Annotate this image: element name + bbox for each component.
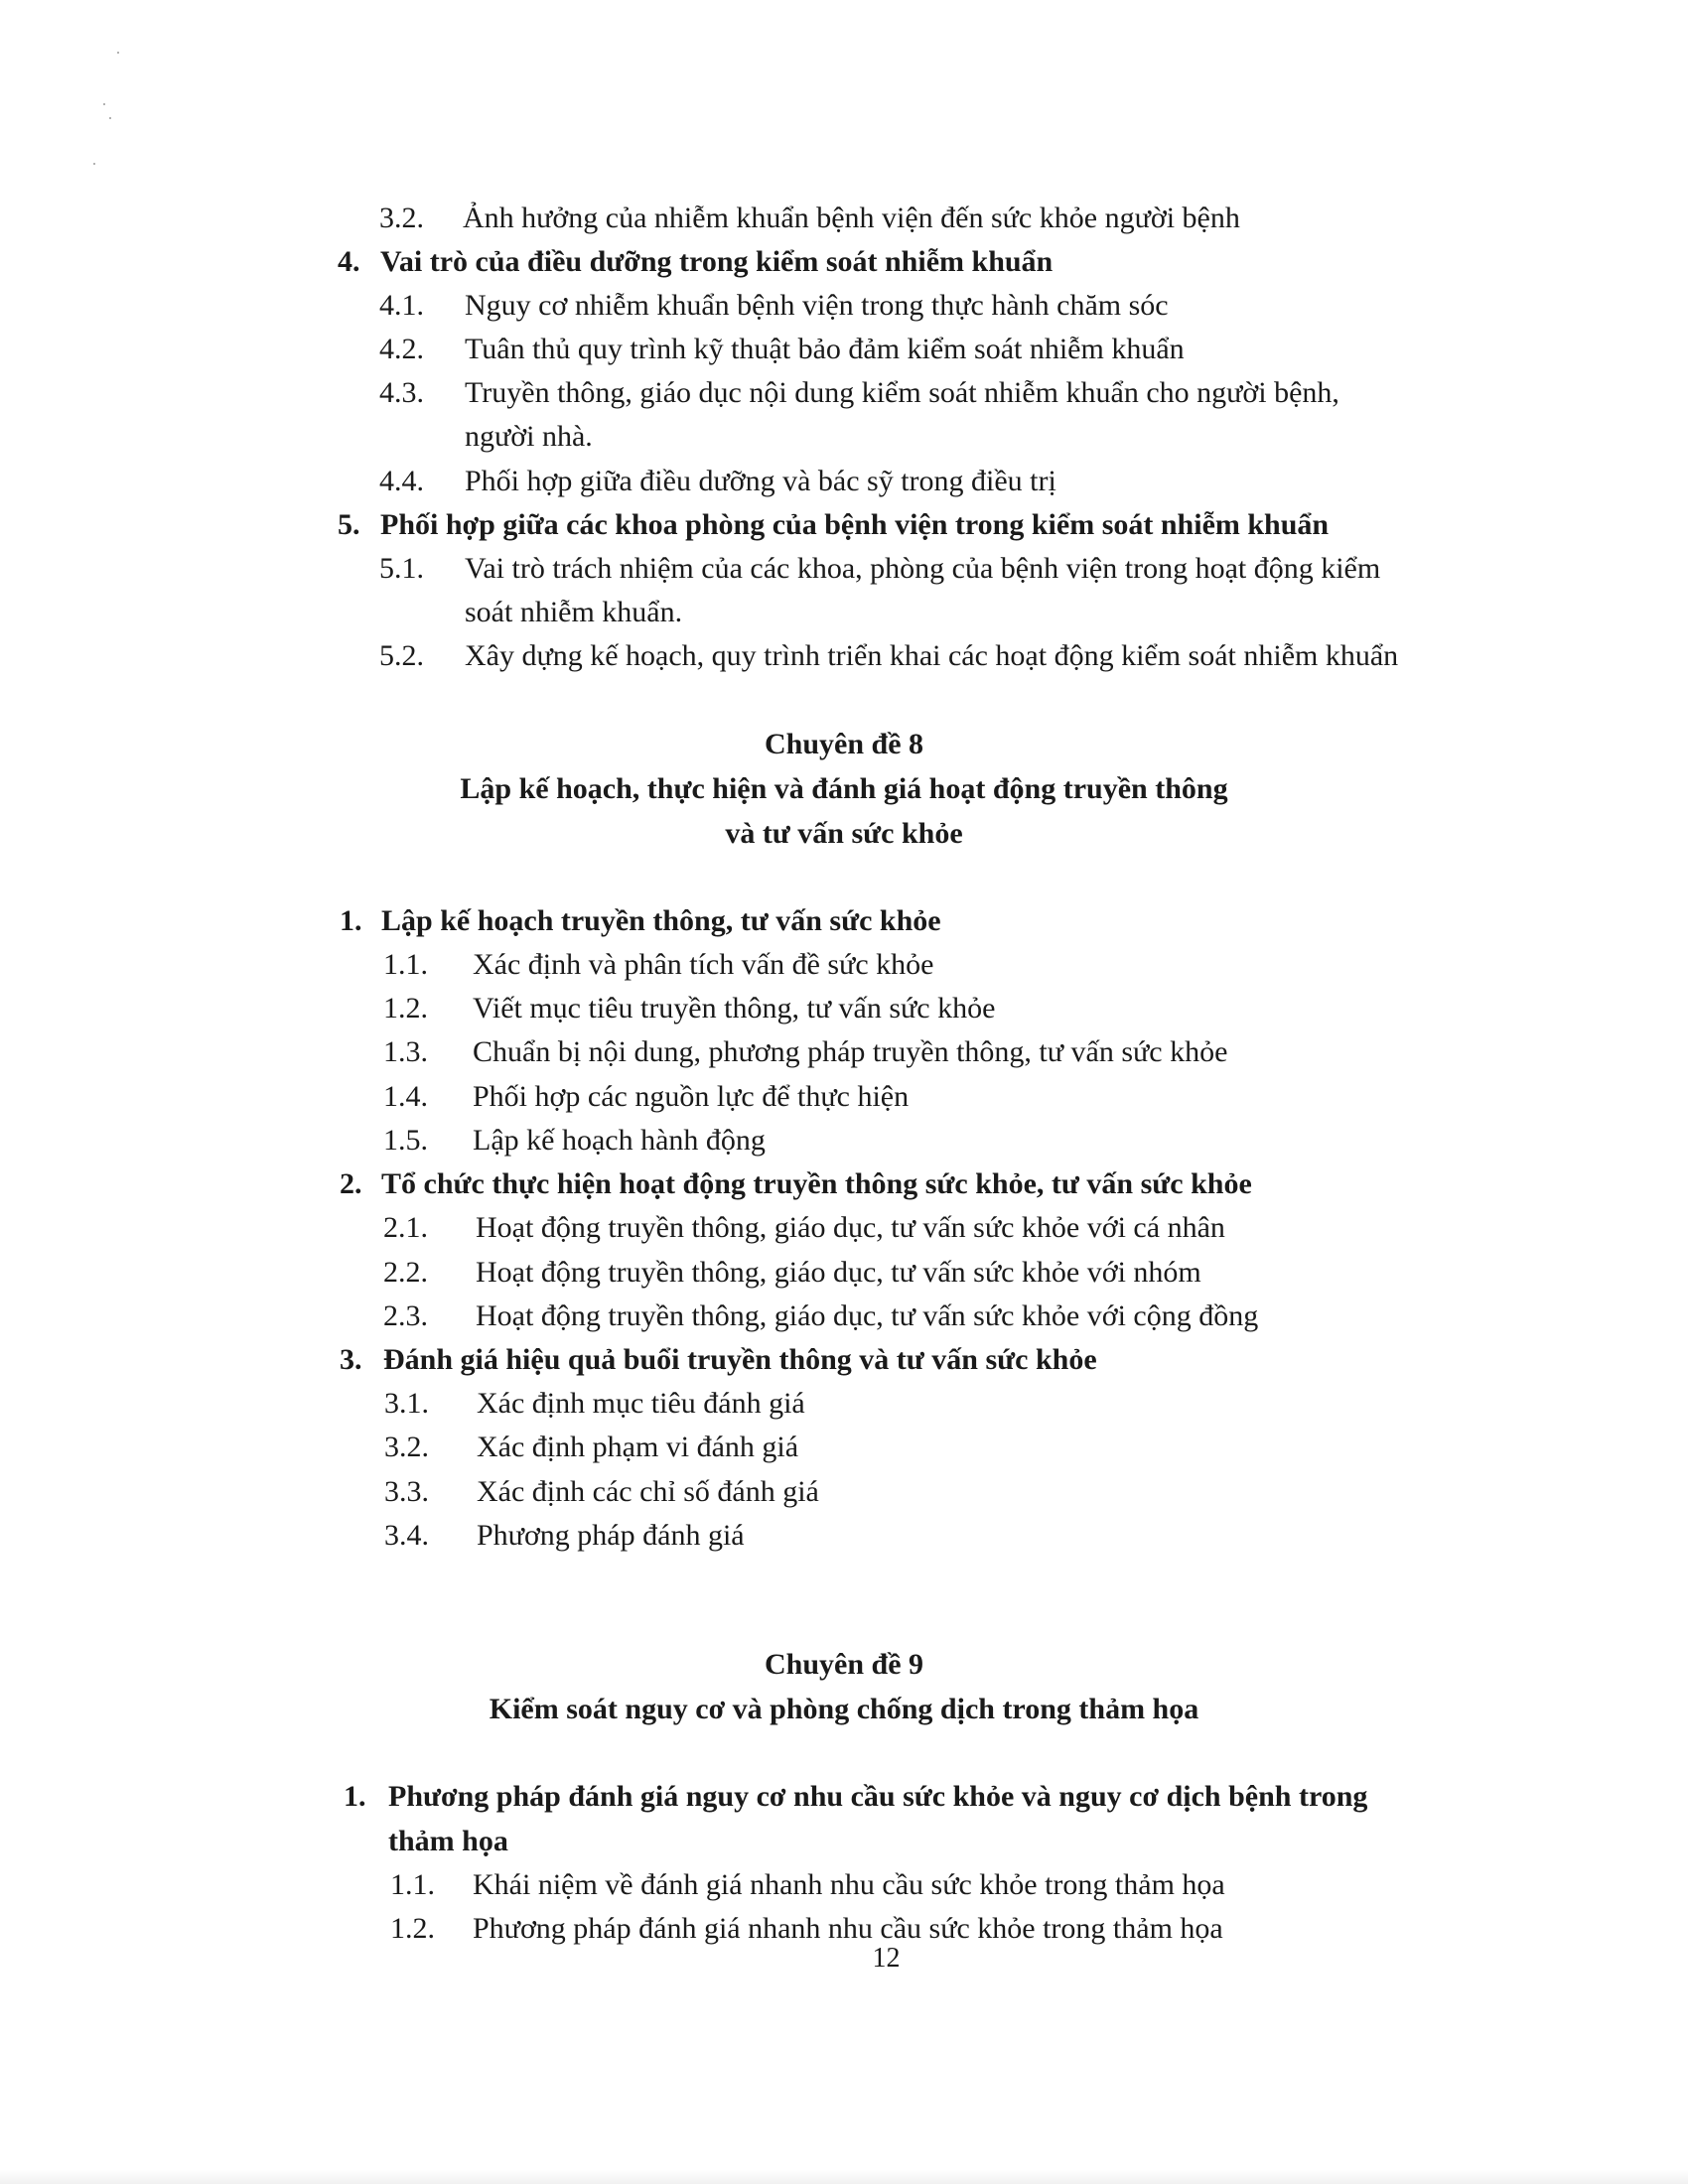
- item-text: Xây dựng kế hoạch, quy trình triển khai các hoạt động kiểm soát nhiễm khuẩn: [465, 639, 1399, 672]
- item-number: 1.1.: [383, 948, 428, 981]
- scan-speck: [93, 163, 95, 165]
- item-text: Phối hợp các nguồn lực để thực hiện: [473, 1080, 910, 1113]
- page-number: 12: [872, 1943, 901, 1974]
- topic-9-title-line-1: Kiểm soát nguy cơ và phòng chống dịch trong thảm họa: [489, 1693, 1199, 1725]
- list-item-5-1-continued: [465, 593, 682, 632]
- item-number: 3.1.: [384, 1387, 429, 1420]
- item-number: 3.3.: [384, 1475, 429, 1508]
- item-text: Hoạt động truyền thông, giáo dục, tư vấn sức khỏe với cá nhân: [476, 1211, 1225, 1244]
- item-text: Phương pháp đánh giá nhanh nhu cầu sức khỏe trong thảm họa: [473, 1912, 1223, 1945]
- scan-speck: [117, 52, 119, 54]
- item-text: Tuân thủ quy trình kỹ thuật bảo đảm kiểm soát nhiễm khuẩn: [465, 333, 1185, 365]
- section-title: Đánh giá hiệu quả buổi truyền thông và tư vấn sức khỏe: [383, 1343, 1097, 1376]
- section-number: 4.: [338, 245, 360, 278]
- topic-8-title-line-2: và tư vấn sức khỏe: [725, 817, 963, 850]
- topic-9-section-1-continued: [388, 1822, 508, 1861]
- item-number: 3.2.: [379, 202, 424, 234]
- item-text: Chuẩn bị nội dung, phương pháp truyền thông, tư vấn sức khỏe: [473, 1035, 1228, 1068]
- item-text: Phương pháp đánh giá: [477, 1519, 745, 1552]
- item-text: Phối hợp giữa điều dưỡng và bác sỹ trong điều trị: [465, 465, 1056, 497]
- item-number: 1.4.: [383, 1080, 428, 1113]
- section-number: 2.: [340, 1167, 362, 1200]
- item-number: 1.3.: [383, 1035, 428, 1068]
- item-text: Ảnh hưởng của nhiễm khuẩn bệnh viện đến sức khỏe người bệnh: [463, 202, 1240, 234]
- section-title: Tổ chức thực hiện hoạt động truyền thông sức khỏe, tư vấn sức khỏe: [381, 1167, 1252, 1200]
- topic-9-label: Chuyên đề 9: [764, 1648, 924, 1681]
- item-text: Truyền thông, giáo dục nội dung kiểm soát nhiễm khuẩn cho người bệnh,: [465, 376, 1339, 409]
- item-number: 4.4.: [379, 465, 424, 497]
- item-number: 1.2.: [390, 1912, 435, 1945]
- item-text-continued: soát nhiễm khuẩn.: [465, 596, 683, 628]
- item-text: Xác định mục tiêu đánh giá: [477, 1387, 805, 1420]
- scan-speck: [103, 103, 105, 105]
- list-item-4-3-continued: [465, 417, 593, 457]
- section-number: 3.: [340, 1343, 362, 1376]
- item-number: 5.1.: [379, 552, 424, 585]
- section-title-continued: thảm họa: [388, 1825, 508, 1857]
- section-title: Vai trò của điều dưỡng trong kiểm soát nhiễm khuẩn: [380, 245, 1054, 278]
- item-number: 4.1.: [379, 289, 424, 322]
- section-number: 1.: [344, 1780, 366, 1813]
- section-title: Lập kế hoạch truyền thông, tư vấn sức khỏe: [381, 904, 941, 937]
- item-number: 5.2.: [379, 639, 424, 672]
- item-text: Xác định phạm vi đánh giá: [477, 1431, 799, 1463]
- item-number: 2.3.: [383, 1299, 428, 1332]
- item-number: 4.2.: [379, 333, 424, 365]
- section-title: Phương pháp đánh giá nguy cơ nhu cầu sức khỏe và nguy cơ dịch bệnh trong: [388, 1780, 1368, 1813]
- item-text: Lập kế hoạch hành động: [473, 1124, 766, 1157]
- item-text: Khái niệm về đánh giá nhanh nhu cầu sức khỏe trong thảm họa: [473, 1868, 1225, 1901]
- item-text: Hoạt động truyền thông, giáo dục, tư vấn sức khỏe với cộng đồng: [476, 1299, 1259, 1332]
- item-number: 1.2.: [383, 992, 428, 1024]
- item-number: 4.3.: [379, 376, 424, 409]
- item-number: 3.2.: [384, 1431, 429, 1463]
- section-title: Phối hợp giữa các khoa phòng của bệnh viện trong kiểm soát nhiễm khuẩn: [380, 508, 1330, 541]
- item-text: Hoạt động truyền thông, giáo dục, tư vấn sức khỏe với nhóm: [476, 1256, 1201, 1289]
- topic-8-title-line-1: Lập kế hoạch, thực hiện và đánh giá hoạt động truyền thông: [460, 772, 1228, 805]
- scan-bottom-shade: [0, 2170, 1688, 2184]
- item-number: 2.2.: [383, 1256, 428, 1289]
- item-text: Xác định các chỉ số đánh giá: [477, 1475, 819, 1508]
- item-text: Viết mục tiêu truyền thông, tư vấn sức khỏe: [473, 992, 996, 1024]
- item-number: 1.1.: [390, 1868, 435, 1901]
- item-number: 2.1.: [383, 1211, 428, 1244]
- section-number: 5.: [338, 508, 360, 541]
- item-text: Nguy cơ nhiễm khuẩn bệnh viện trong thực hành chăm sóc: [465, 289, 1169, 322]
- item-number: 1.5.: [383, 1124, 428, 1157]
- item-text: Vai trò trách nhiệm của các khoa, phòng của bệnh viện trong hoạt động kiểm: [465, 552, 1381, 585]
- scan-speck: [109, 117, 111, 119]
- topic-8-label: Chuyên đề 8: [764, 728, 924, 760]
- item-text-continued: người nhà.: [465, 420, 593, 453]
- item-text: Xác định và phân tích vấn đề sức khỏe: [473, 948, 934, 981]
- item-number: 3.4.: [384, 1519, 429, 1552]
- section-number: 1.: [340, 904, 362, 937]
